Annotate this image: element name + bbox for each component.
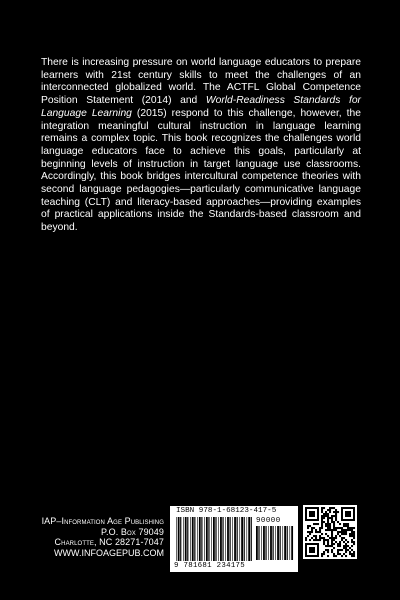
qr-code — [303, 505, 357, 559]
price-code: 90000 — [256, 517, 281, 525]
standards-title: World-Readiness Standards for Language Learning — [41, 95, 361, 119]
publisher-website: WWW.INFOAGEPUB.COM — [54, 547, 164, 558]
description-text-continued: (2015) respond to this challenge, however, the integration meaningful cultural instruction in language learning remains a complex topic. This book recognizes the challenges world language educators face to achieve this goals, particularly at beginning levels of instruction in target language use classrooms. Accordingly, this book bridges intercultural competence theories with second language pedagogies—particularly communicative language teaching (CLT) and literacy-based approaches—providing examples of practical applications inside the Standards-based classroom and beyond. — [41, 107, 361, 234]
publisher-po-box: P.O. Box 79049 — [101, 526, 164, 537]
book-description — [41, 57, 361, 235]
ean-digits: 9 781681 234175 — [174, 562, 246, 570]
isbn-label: ISBN 978-1-68123-417-5 — [176, 507, 277, 515]
publisher-name: IAP–Information Age Publishing — [41, 516, 164, 526]
isbn-barcode — [170, 506, 298, 572]
publisher-city: Charlotte, NC 28271-7047 — [54, 537, 164, 548]
ean-barcode-bars — [176, 517, 254, 561]
description-text: There is increasing pressure on world language educators to prepare learners with 21st century skills to meet the challenges of an interconnected globalized world. The ACTFL Global Competence Position Statement (2014) and — [41, 57, 361, 107]
addon-barcode-bars — [256, 526, 294, 560]
publisher-block — [0, 516, 164, 558]
